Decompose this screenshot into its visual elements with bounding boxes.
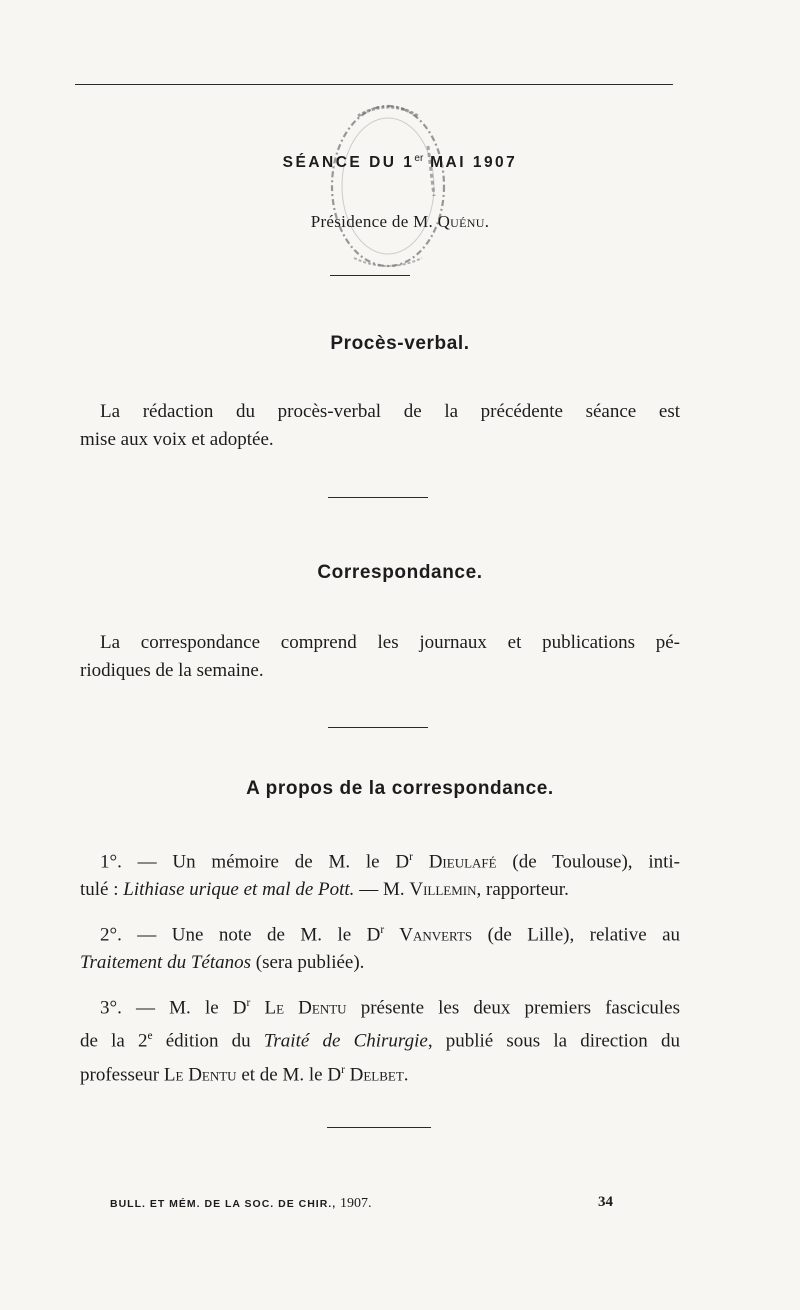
seance-prefix: SÉANCE DU 1 (282, 154, 415, 172)
footer-text: BULL. ET MÉM. DE LA SOC. DE CHIR., (110, 1198, 341, 1210)
text-run: — M. (354, 879, 410, 901)
work-title: Lithiase urique et mal de Pott. (123, 879, 355, 901)
text-line (80, 916, 680, 949)
text-line (80, 876, 680, 904)
text-run: présente les deux premiers fascicules (346, 997, 681, 1019)
text-line (80, 989, 680, 1022)
text-run: , rapporteur. (476, 879, 569, 901)
text-sup: r (341, 1063, 345, 1076)
person-name: Dieulafé (412, 851, 497, 873)
divider-4 (327, 1127, 431, 1128)
item-number: 2°. (100, 924, 122, 946)
text-run: , publié sous la direction du (427, 1030, 680, 1052)
presidence-prefix: Présidence de M. (310, 212, 438, 231)
text-run: et de M. le D (236, 1063, 342, 1085)
person-name: Le Dentu (163, 1063, 237, 1085)
divider-1 (330, 275, 410, 276)
person-name: Delbet (344, 1063, 404, 1085)
divider-3 (328, 727, 428, 728)
item-3 (80, 989, 680, 1089)
text-line (80, 398, 680, 426)
text-sup: r (246, 997, 251, 1009)
seance-suffix: MAI 1907 (423, 154, 518, 172)
text-line (80, 843, 680, 876)
library-stamp (318, 86, 458, 276)
person-name: Vanverts (384, 924, 473, 946)
text-line: mise aux voix et adoptée. (80, 429, 274, 450)
page-number: 34 (598, 1194, 613, 1210)
person-name: Le Dentu (250, 997, 347, 1019)
text-sup: r (409, 851, 413, 863)
work-title: Traitement du Tétanos (80, 952, 252, 974)
text-line-content: La rédaction du procès-verbal de la précédente séance est (100, 401, 680, 422)
top-rule (75, 84, 673, 85)
text-line (80, 1056, 680, 1089)
person-name: Villemin (409, 879, 477, 901)
item-number: 3°. (100, 997, 122, 1019)
text-line-content: La correspondance comprend les journaux et publications pé- (100, 632, 680, 653)
work-title: Traité de Chirurgie (263, 1030, 428, 1052)
text-run: — Une note de M. le D (121, 924, 381, 946)
item-number: 1°. (100, 851, 122, 873)
text-line (80, 1022, 680, 1055)
paragraph-correspondance (80, 629, 680, 685)
item-2 (80, 916, 680, 977)
text-run: professeur (80, 1063, 164, 1085)
presidence-suffix: . (484, 212, 490, 231)
heading-correspondance: Correspondance. (317, 562, 483, 583)
footer-year: 1907. (340, 1196, 372, 1211)
text-run: . (403, 1063, 409, 1085)
text-sup: e (147, 1030, 153, 1043)
presidence-line (0, 212, 800, 232)
text-run: (sera publiée). (251, 952, 365, 974)
text-run: édition du (152, 1030, 264, 1052)
seance-sup: er (414, 153, 424, 164)
divider-2 (328, 497, 428, 498)
text-run: de la 2 (80, 1030, 148, 1052)
footer-citation (110, 1196, 372, 1212)
text-run: — M. le D (121, 997, 247, 1019)
text-run: — Un mémoire de M. le D (121, 851, 410, 873)
text-run: (de Lille), relative au (472, 924, 680, 946)
text-line: riodiques de la semaine. (80, 660, 264, 681)
text-line (80, 949, 680, 977)
text-run: tulé : (80, 879, 124, 901)
text-run: (de Toulouse), inti- (496, 851, 680, 873)
paragraph-proces-verbal (80, 398, 680, 454)
heading-proces-verbal: Procès-verbal. (330, 333, 470, 354)
text-sup: r (380, 924, 385, 936)
text-line (80, 629, 680, 657)
item-1 (80, 843, 680, 904)
president-name: Quénu (437, 212, 485, 231)
seance-title (0, 153, 800, 172)
heading-a-propos: A propos de la correspondance. (246, 778, 554, 799)
